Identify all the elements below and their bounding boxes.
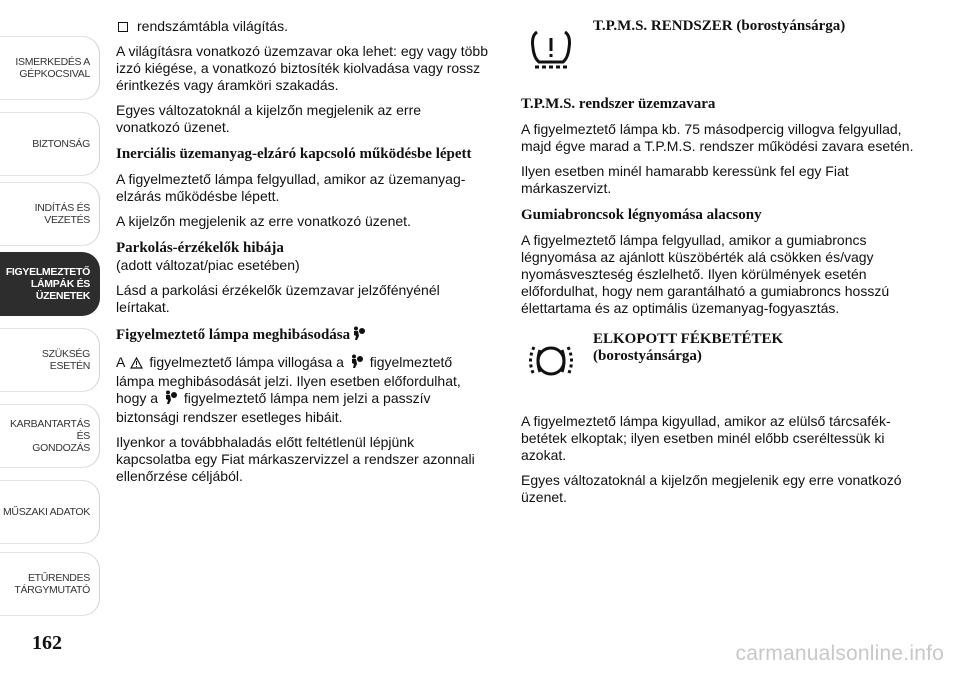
- paragraph: A figyelmeztető lámpa felgyullad, amikor a gumiabroncs légnyomása az ajánlott küszöbérték alá csökken és/vagy nyomásveszteség észlelhető. Ilyen körülmények esetén előfordulhat, hogy nem garantálható a gumiabroncs hosszú élettartama és az optimális üzemanyag-fogyasztás.: [521, 232, 890, 316]
- tpms-section-header: [521, 18, 921, 90]
- heading-low-tyre-pressure: Gumiabroncsok légnyomása alacsony: [521, 207, 762, 223]
- tab-starting-driving[interactable]: INDÍTÁS ÉS VEZETÉS: [0, 182, 100, 246]
- watermark: carmanualsonline.info: [735, 642, 944, 665]
- paragraph: Egyes változatoknál a kijelzőn megjelenik egy erre vonatkozó üzenet.: [521, 472, 902, 505]
- brake-title: [593, 331, 783, 365]
- tpms-icon: [521, 18, 593, 90]
- tab-emergency[interactable]: SZÜKSÉG ESETÉN: [0, 328, 100, 392]
- airbag-icon: [164, 390, 178, 409]
- tpms-title: T.P.M.S. RENDSZER (borostyánsárga): [593, 18, 846, 34]
- paragraph: A figyelmeztető lámpa felgyullad, amikor az üzemanyag-elzárás működésbe lépett.: [116, 171, 466, 204]
- bullet-text: rendszámtábla világítás.: [137, 18, 288, 34]
- paragraph: Ilyen esetben minél hamarabb keressünk fel egy Fiat márkaszervizt.: [521, 163, 849, 196]
- tab-technical-data[interactable]: MŰSZAKI ADATOK: [0, 480, 100, 544]
- airbag-icon: [352, 326, 366, 346]
- tab-index[interactable]: ETŰRENDES TÁRGYMUTATÓ: [0, 552, 100, 616]
- tab-safety[interactable]: BIZTONSÁG: [0, 112, 100, 176]
- text-fragment: figyelmeztető lámpa villogása a: [149, 354, 344, 370]
- paragraph: A figyelmeztető lámpa kb. 75 másodpercig villogva felgyullad, majd égve marad a T.P.M.S. rendszer működési zavara esetén.: [521, 121, 914, 154]
- text-fragment: A: [116, 354, 125, 370]
- right-column: [521, 18, 921, 514]
- brake-section-header: [521, 331, 921, 403]
- paragraph: Lásd a parkolási érzékelők üzemzavar jelzőfényénél leírtakat.: [116, 282, 440, 315]
- brake-title-line: (borostyánsárga): [593, 348, 702, 364]
- chapter-tabs: [0, 0, 101, 678]
- airbag-icon: [350, 354, 364, 373]
- heading-parking-sensors: Parkolás-érzékelők hibája: [116, 240, 284, 256]
- paragraph: Egyes változatoknál a kijelzőn megjelenik az erre vonatkozó üzenet.: [116, 102, 422, 135]
- paragraph: A figyelmeztető lámpa kigyullad, amikor az elülső tárcsafék-betétek elkoptak; ilyen esetben minél előbb cseréltessük ki azokat.: [521, 413, 891, 463]
- tab-maintenance[interactable]: KARBANTARTÁS ÉS GONDOZÁS: [0, 404, 100, 468]
- heading-inertia-switch: Inerciális üzemanyag-elzáró kapcsoló működésbe lépett: [116, 146, 472, 162]
- paragraph: A világításra vonatkozó üzemzavar oka lehet: egy vagy több izzó kiégése, a vonatkozó biztosíték kiolvadása vagy rossz érintkezés vagy áramköri szakadás.: [116, 43, 488, 93]
- brake-pads-icon: [521, 331, 593, 403]
- tab-getting-to-know[interactable]: ISMERKEDÉS A GÉPKOCSIVAL: [0, 36, 100, 100]
- text-fragment: figyelmeztető lámpa nem jelzi a passzív biztonsági rendszer esetleges hibáit.: [116, 390, 431, 425]
- left-column: [116, 18, 488, 493]
- heading-tpms-fault: T.P.M.S. rendszer üzemzavara: [521, 96, 716, 112]
- paragraph-lamp-fault: [116, 354, 488, 426]
- paragraph: A kijelzőn megjelenik az erre vonatkozó üzenet.: [116, 213, 411, 229]
- text-fragment: figyelmeztető lámpa meghibásodását jelzi. Ilyen esetben előfordulhat, hogy a: [116, 354, 461, 406]
- heading-subtitle: (adott változat/piac esetében): [116, 257, 300, 273]
- bullet-item: [116, 18, 488, 35]
- brake-title-line: ELKOPOTT FÉKBETÉTEK: [593, 331, 784, 347]
- warning-triangle-icon: [130, 356, 143, 373]
- tab-warning-lights[interactable]: FIGYELMEZTETŐ LÁMPÁK ÉS ÜZENETEK: [0, 252, 100, 316]
- heading-text: Figyelmeztető lámpa meghibásodása: [116, 327, 351, 343]
- page-number: 162: [32, 632, 62, 654]
- checkbox-icon: [118, 22, 128, 32]
- heading-lamp-fault: [116, 326, 488, 346]
- paragraph: Ilyenkor a továbbhaladás előtt feltétlenül lépjünk kapcsolatba egy Fiat márkaszervizzel a rendszer azonnali ellenőrzése céljából.: [116, 434, 475, 484]
